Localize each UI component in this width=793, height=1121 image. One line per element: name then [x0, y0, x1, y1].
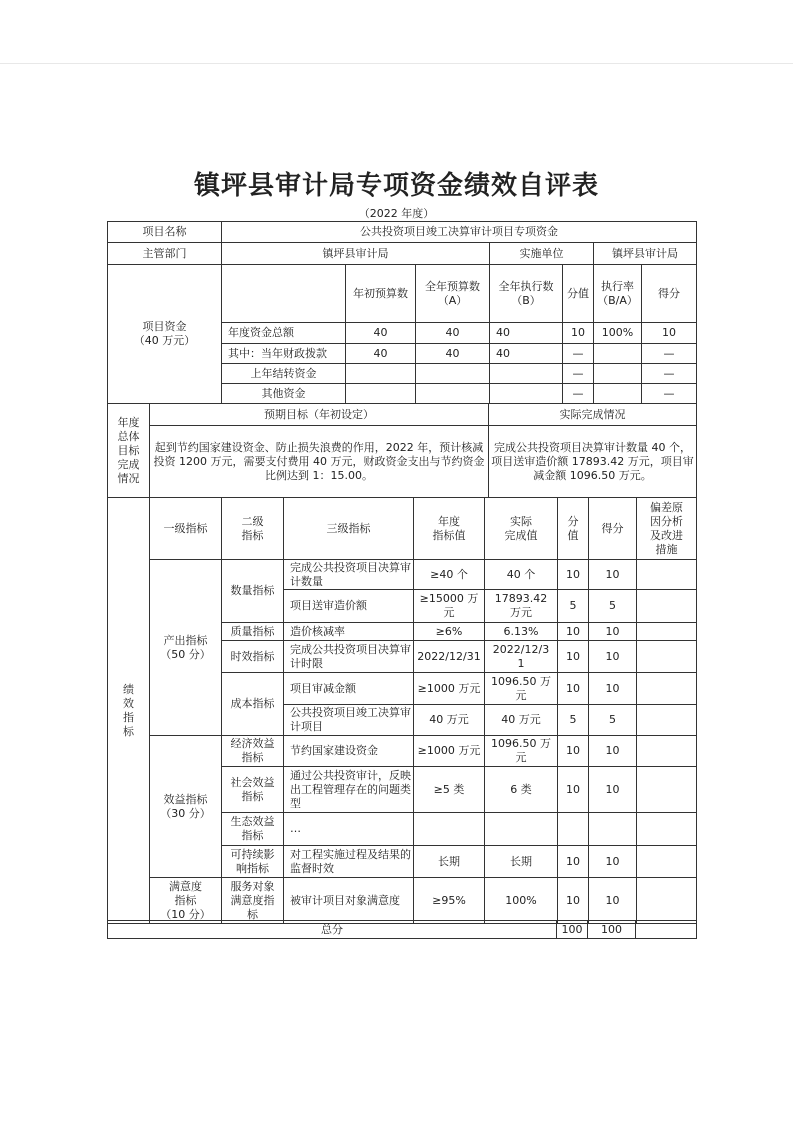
indicator-name: 被审计项目对象满意度: [284, 878, 414, 924]
indicator-remark: [637, 705, 697, 736]
level2-quantity: 数量指标: [222, 560, 284, 623]
level2-timeliness: 时效指标: [222, 641, 284, 673]
indicator-target: 2022/12/31: [414, 641, 485, 673]
indicator-got: 10: [589, 878, 637, 924]
indicator-got: 10: [589, 560, 637, 590]
indicator-name: 项目审减金额: [284, 673, 414, 705]
level1-output: 产出指标 （50 分）: [150, 560, 222, 736]
indicator-target: ≥5 类: [414, 767, 485, 813]
indicator-got: 10: [589, 846, 637, 878]
indicator-score: 10: [558, 846, 589, 878]
funds-header-budget: 全年预算数（A）: [416, 265, 490, 323]
actual-result-label: 实际完成情况: [489, 404, 697, 426]
indicator-actual: 2022/12/3 1: [485, 641, 558, 673]
funds-row-rate: 100%: [594, 323, 642, 344]
header-score: 分 值: [558, 498, 589, 560]
indicator-got: 10: [589, 641, 637, 673]
indicator-got: [589, 813, 637, 846]
header-level2: 二级 指标: [222, 498, 284, 560]
indicator-actual: 1096.50 万 元: [485, 736, 558, 767]
indicator-actual: 17893.42 万元: [485, 590, 558, 623]
indicator-score: 10: [558, 623, 589, 641]
indicator-actual: 6.13%: [485, 623, 558, 641]
level1-benefit: 效益指标 （30 分）: [150, 736, 222, 878]
funds-row-rate: [594, 384, 642, 404]
goals-label: 年度 总体 目标 完成 情况: [108, 404, 150, 498]
funds-row-executed: 40: [490, 323, 563, 344]
funds-row-got: —: [642, 384, 697, 404]
funds-row-score: 10: [563, 323, 594, 344]
indicator-got: 10: [589, 736, 637, 767]
funds-row-initial: 40: [346, 323, 416, 344]
indicator-actual: [485, 813, 558, 846]
expected-goal-text: 起到节约国家建设资金、防止损失浪费的作用，2022 年，预计核减投资 1200 万元，需要支付费用 40 万元，财政资金支出与节约资金比例达到 1：15.00。: [150, 426, 489, 498]
funds-row-rate: [594, 344, 642, 364]
indicator-remark: [637, 560, 697, 590]
funds-table: [107, 221, 697, 404]
header-level3: 三级指标: [284, 498, 414, 560]
indicator-actual: 40 万元: [485, 705, 558, 736]
funds-row-initial: [346, 384, 416, 404]
funds-row-executed: [490, 384, 563, 404]
funds-row-score: —: [563, 344, 594, 364]
project-name-label: 项目名称: [108, 222, 222, 243]
dept-value: 镇坪县审计局: [222, 243, 490, 265]
indicator-name: 节约国家建设资金: [284, 736, 414, 767]
funds-row-name: 年度资金总额: [222, 323, 346, 344]
actual-result-text: 完成公共投资项目决算审计数量 40 个，项目送审造价额 17893.42 万元，项目审减金额 1096.50 万元。: [489, 426, 697, 498]
funds-row-initial: [346, 364, 416, 384]
funds-header-blank: [222, 265, 346, 323]
impl-label: 实施单位: [490, 243, 594, 265]
funds-row-got: 10: [642, 323, 697, 344]
funds-header-rate: 执行率（B/A）: [594, 265, 642, 323]
indicator-remark: [637, 813, 697, 846]
indicator-remark: [637, 673, 697, 705]
indicator-name: 对工程实施过程及结果的监督时效: [284, 846, 414, 878]
header-actual: 实际 完成值: [485, 498, 558, 560]
indicator-name: 公共投资项目竣工决算审计项目: [284, 705, 414, 736]
indicator-score: 10: [558, 736, 589, 767]
indicator-target: ≥6%: [414, 623, 485, 641]
indicator-remark: [637, 767, 697, 813]
funds-row-rate: [594, 364, 642, 384]
level2-social: 社会效益 指标: [222, 767, 284, 813]
funds-row-budget: 40: [416, 323, 490, 344]
indicator-score: 10: [558, 673, 589, 705]
funds-row-budget: [416, 364, 490, 384]
level2-sustainable: 可持续影 响指标: [222, 846, 284, 878]
indicator-remark: [637, 878, 697, 924]
funds-label: 项目资金 （40 万元）: [108, 265, 222, 404]
indicator-score: 10: [558, 641, 589, 673]
page-top-border: [0, 63, 793, 64]
indicator-name: …: [284, 813, 414, 846]
indicator-actual: 1096.50 万 元: [485, 673, 558, 705]
funds-row-score: —: [563, 384, 594, 404]
funds-row-name: 上年结转资金: [222, 364, 346, 384]
dept-label: 主管部门: [108, 243, 222, 265]
indicator-target: 40 万元: [414, 705, 485, 736]
indicator-name: 通过公共投资审计，反映出工程管理存在的问题类型: [284, 767, 414, 813]
funds-row-executed: 40: [490, 344, 563, 364]
perf-label: 绩 效 指 标: [108, 498, 150, 924]
header-remark: 偏差原 因分析 及改进 措施: [637, 498, 697, 560]
indicator-score: 5: [558, 590, 589, 623]
indicator-name: 造价核减率: [284, 623, 414, 641]
funds-header-executed: 全年执行数（B）: [490, 265, 563, 323]
perf-table: [107, 497, 697, 924]
indicator-target: 长期: [414, 846, 485, 878]
total-score: 100: [557, 921, 588, 939]
indicator-got: 10: [589, 767, 637, 813]
header-level1: 一级指标: [150, 498, 222, 560]
funds-row-got: —: [642, 344, 697, 364]
indicator-remark: [637, 623, 697, 641]
year-subtitle: （2022 年度）: [358, 207, 435, 220]
indicator-remark: [637, 590, 697, 623]
indicator-remark: [637, 736, 697, 767]
header-target: 年度 指标值: [414, 498, 485, 560]
goals-table: [107, 403, 697, 498]
project-name-value: 公共投资项目竣工决算审计项目专项资金: [222, 222, 697, 243]
header-got: 得分: [589, 498, 637, 560]
level2-ecological: 生态效益 指标: [222, 813, 284, 846]
indicator-target: ≥1000 万元: [414, 673, 485, 705]
level2-cost: 成本指标: [222, 673, 284, 736]
total-remark: [636, 921, 697, 939]
level2-quality: 质量指标: [222, 623, 284, 641]
indicator-got: 10: [589, 673, 637, 705]
indicator-score: 10: [558, 767, 589, 813]
funds-row-name: 其中：当年财政拨款: [222, 344, 346, 364]
indicator-actual: 长期: [485, 846, 558, 878]
indicator-actual: 100%: [485, 878, 558, 924]
funds-header-initial: 年初预算数: [346, 265, 416, 323]
funds-row-score: —: [563, 364, 594, 384]
indicator-score: 10: [558, 560, 589, 590]
indicator-name: 完成公共投资项目决算审计时限: [284, 641, 414, 673]
indicator-got: 5: [589, 590, 637, 623]
funds-header-got: 得分: [642, 265, 697, 323]
impl-value: 镇坪县审计局: [594, 243, 697, 265]
indicator-target: [414, 813, 485, 846]
indicator-remark: [637, 641, 697, 673]
indicator-got: 5: [589, 705, 637, 736]
indicator-name: 项目送审造价额: [284, 590, 414, 623]
level2-service-satisfaction: 服务对象 满意度指 标: [222, 878, 284, 924]
funds-row-name: 其他资金: [222, 384, 346, 404]
funds-row-executed: [490, 364, 563, 384]
indicator-name: 完成公共投资项目决算审计数量: [284, 560, 414, 590]
level1-satisfaction: 满意度 指标 （10 分）: [150, 878, 222, 924]
indicator-target: ≥15000 万元: [414, 590, 485, 623]
page-title: 镇坪县审计局专项资金绩效自评表: [193, 171, 599, 201]
funds-row-budget: 40: [416, 344, 490, 364]
indicator-actual: 6 类: [485, 767, 558, 813]
expected-goal-label: 预期目标（年初设定）: [150, 404, 489, 426]
funds-header-score: 分值: [563, 265, 594, 323]
indicator-score: [558, 813, 589, 846]
indicator-actual: 40 个: [485, 560, 558, 590]
level2-economic: 经济效益 指标: [222, 736, 284, 767]
funds-row-got: —: [642, 364, 697, 384]
indicator-got: 10: [589, 623, 637, 641]
indicator-score: 10: [558, 878, 589, 924]
indicator-target: ≥40 个: [414, 560, 485, 590]
funds-row-budget: [416, 384, 490, 404]
total-table: [107, 920, 697, 939]
total-label: 总分: [108, 921, 557, 939]
indicator-score: 5: [558, 705, 589, 736]
total-got: 100: [588, 921, 636, 939]
funds-row-initial: 40: [346, 344, 416, 364]
indicator-target: ≥1000 万元: [414, 736, 485, 767]
indicator-remark: [637, 846, 697, 878]
indicator-target: ≥95%: [414, 878, 485, 924]
